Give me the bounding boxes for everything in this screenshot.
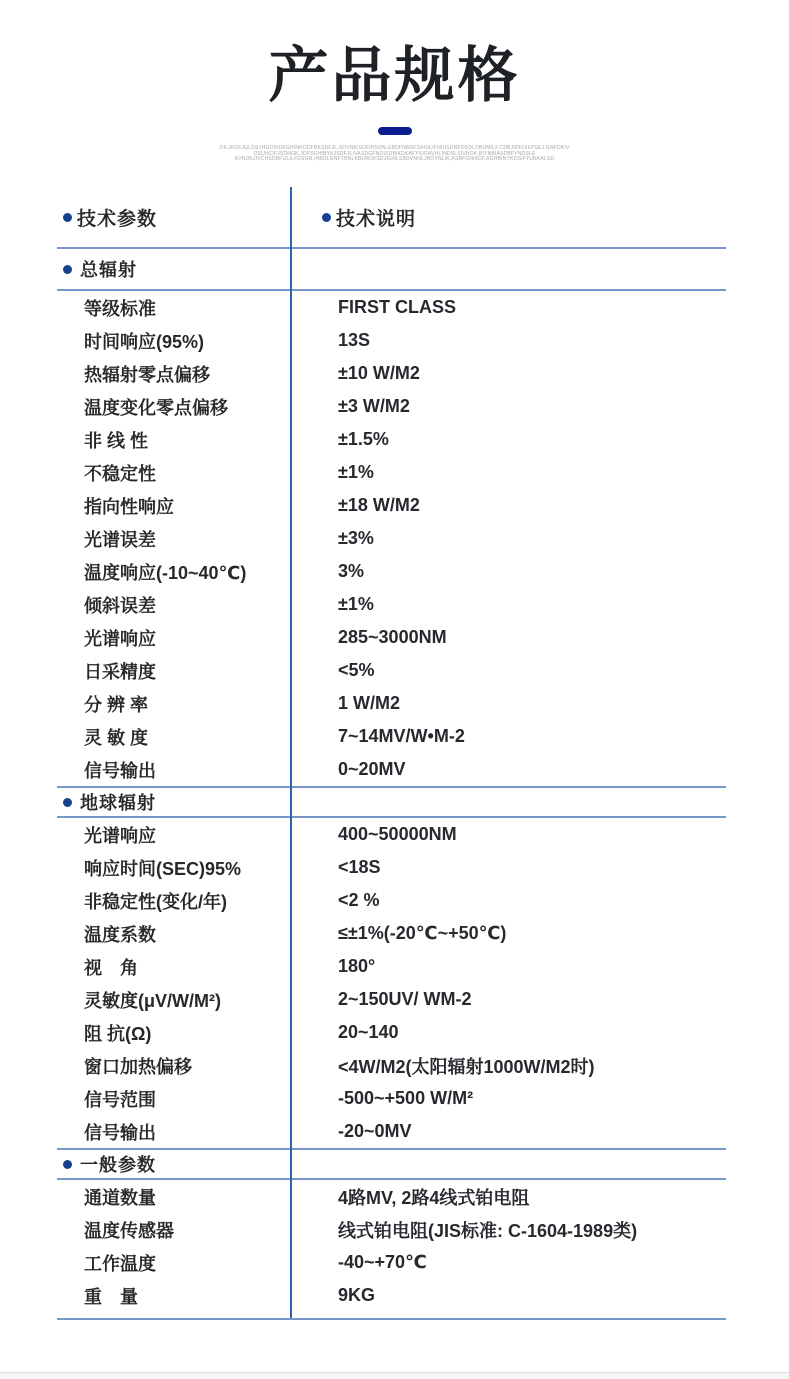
spec-table [57,187,726,1320]
spec-label: 热辐射零点偏移 [84,364,210,385]
spec-value: <18S [338,857,381,877]
spec-value: 20~140 [338,1022,399,1042]
spec-value: 7~14MV/W•M-2 [338,726,465,746]
spec-value: -500~+500 W/M² [338,1088,474,1108]
spec-label: 阻 抗(Ω) [84,1023,152,1044]
bullet-icon [63,265,72,274]
spec-label: 温度系数 [84,924,156,945]
spec-row [57,555,726,588]
spec-label: 日采精度 [84,661,156,682]
spec-row [57,357,726,390]
spec-value: 1 W/M2 [338,693,401,713]
spec-value: -20~0MV [338,1121,412,1141]
decorative-fineprint [0,146,789,163]
spec-row [57,1049,726,1082]
spec-row [57,489,726,522]
bullet-icon [322,213,331,222]
spec-label: 响应时间(SEC)95% [84,858,242,879]
spec-label: 分 辨 率 [84,694,149,715]
spec-row [57,753,726,786]
section-title: 一般参数 [80,1155,156,1175]
spec-value: <2 % [338,890,380,910]
spec-label: 重 量 [84,1286,138,1307]
section-header-row [57,247,726,291]
spec-value: <5% [338,660,375,680]
spec-label: 光谱响应 [84,825,156,846]
spec-label: 灵敏度(μV/W/M²) [84,990,221,1011]
spec-row [57,917,726,950]
section-title: 地球辐射 [80,793,156,813]
spec-label: 工作温度 [84,1253,156,1274]
spec-row [57,291,726,324]
spec-label: 温度变化零点偏移 [84,397,228,418]
section-header-row [57,1148,726,1180]
spec-row [57,654,726,687]
spec-row [57,1279,726,1312]
spec-label: 温度传感器 [84,1220,174,1241]
spec-row [57,1180,726,1213]
spec-value: 285~3000NM [338,627,447,647]
spec-row [57,1082,726,1115]
spec-row [57,423,726,456]
next-module-edge [0,1372,789,1379]
fineprint-line: KVNDKJIVCHSDBFULILFDSGN,IHBDLGNFTBNLKBURDKSDJIGNLSBDVNNLJBOYNLIK,ASBFGNIKDFJIGHBINYKDISFYUNKALSD [234,156,555,163]
spec-label: 视 角 [84,957,138,978]
spec-value: 0~20MV [338,759,406,779]
spec-value: 4路MV, 2路4线式铂电阻 [338,1187,530,1208]
param-column-header [57,204,290,231]
spec-value: ±1.5% [338,429,389,449]
spec-row [57,851,726,884]
spec-label: 窗口加热偏移 [84,1056,192,1077]
spec-label: 倾斜误差 [84,595,156,616]
spec-row [57,390,726,423]
spec-value: 400~50000NM [338,824,457,844]
fineprint-line: OILJKDFJGLDS.IHGOIKDFGHINKODFBKSDFJL,SDVNKISDFIHSDN,GBDFNBDFSAOILIFNIUSDNFOSDLDBUMILF.CDBJIDFOIFPSEJ.GNFDKIV [219,145,570,151]
spec-row [57,1246,726,1279]
desc-column-header [290,204,726,231]
spec-value: -40~+70℃ [338,1252,427,1272]
spec-label: 信号输出 [84,760,156,781]
param-header-label: 技术参数 [77,208,158,230]
spec-row [57,1016,726,1049]
spec-value: ±1% [338,462,374,482]
spec-value: ±1% [338,594,374,614]
spec-row [57,324,726,357]
desc-header-label: 技术说明 [336,208,417,230]
spec-label: 时间响应(95%) [84,331,205,352]
spec-label: 不稳定性 [84,463,156,484]
spec-label: 光谱误差 [84,529,156,550]
spec-label: 信号范围 [84,1089,156,1110]
spec-label: 非稳定性(变化/年) [84,891,227,912]
spec-value: ±18 W/M2 [338,495,420,515]
title-accent-dash [378,127,412,135]
spec-label: 指向性响应 [84,496,174,517]
section-header-row [57,786,726,818]
spec-label: 信号输出 [84,1122,156,1143]
spec-row [57,818,726,851]
spec-value: ±3 W/M2 [338,396,410,416]
spec-label: 灵 敏 度 [84,727,149,748]
spec-row [57,456,726,489]
bullet-icon [63,1160,72,1169]
spec-row [57,1213,726,1246]
section-rows [57,1180,726,1318]
spec-value: 180° [338,956,376,976]
table-header-row [57,187,726,247]
spec-value: ±3% [338,528,374,548]
spec-row [57,884,726,917]
spec-row [57,588,726,621]
spec-row [57,950,726,983]
fineprint-line: OSUIKDFJSDNGK,JDFSGHIBYKJSDFJLIVASDGFNOIXDBIKDKBFYSIOAVHLINDSLSIVNOK,BIYNBIASDBFYNDSLE [253,150,536,157]
spec-row [57,720,726,753]
spec-label: 光谱响应 [84,628,156,649]
spec-value: 2~150UV/ WM-2 [338,989,472,1009]
section-rows [57,818,726,1148]
bullet-icon [63,798,72,807]
spec-label: 等级标准 [84,298,156,319]
spec-row [57,983,726,1016]
spec-value: ±10 W/M2 [338,363,420,383]
spec-row [57,522,726,555]
spec-value: 线式铂电阻(JIS标准: C-1604-1989类) [338,1220,638,1241]
spec-value: 3% [338,561,365,581]
spec-row [57,1115,726,1148]
spec-value: FIRST CLASS [338,297,457,317]
spec-label: 温度响应(-10~40℃) [84,562,247,583]
section-rows [57,291,726,786]
spec-label: 非 线 性 [84,430,149,451]
spec-label: 通道数量 [84,1187,156,1208]
spec-value: <4W/M2(太阳辐射1000W/M2时) [338,1056,595,1077]
spec-value: 9KG [338,1285,376,1305]
table-body [57,247,726,1318]
section-title: 总辐射 [80,260,137,280]
spec-row [57,687,726,720]
page-title: 产品规格 [268,42,521,109]
spec-value: 13S [338,330,371,350]
bullet-icon [63,213,72,222]
spec-row [57,621,726,654]
spec-value: ≤±1%(-20℃~+50℃) [338,923,507,943]
column-divider-line [290,187,292,1318]
